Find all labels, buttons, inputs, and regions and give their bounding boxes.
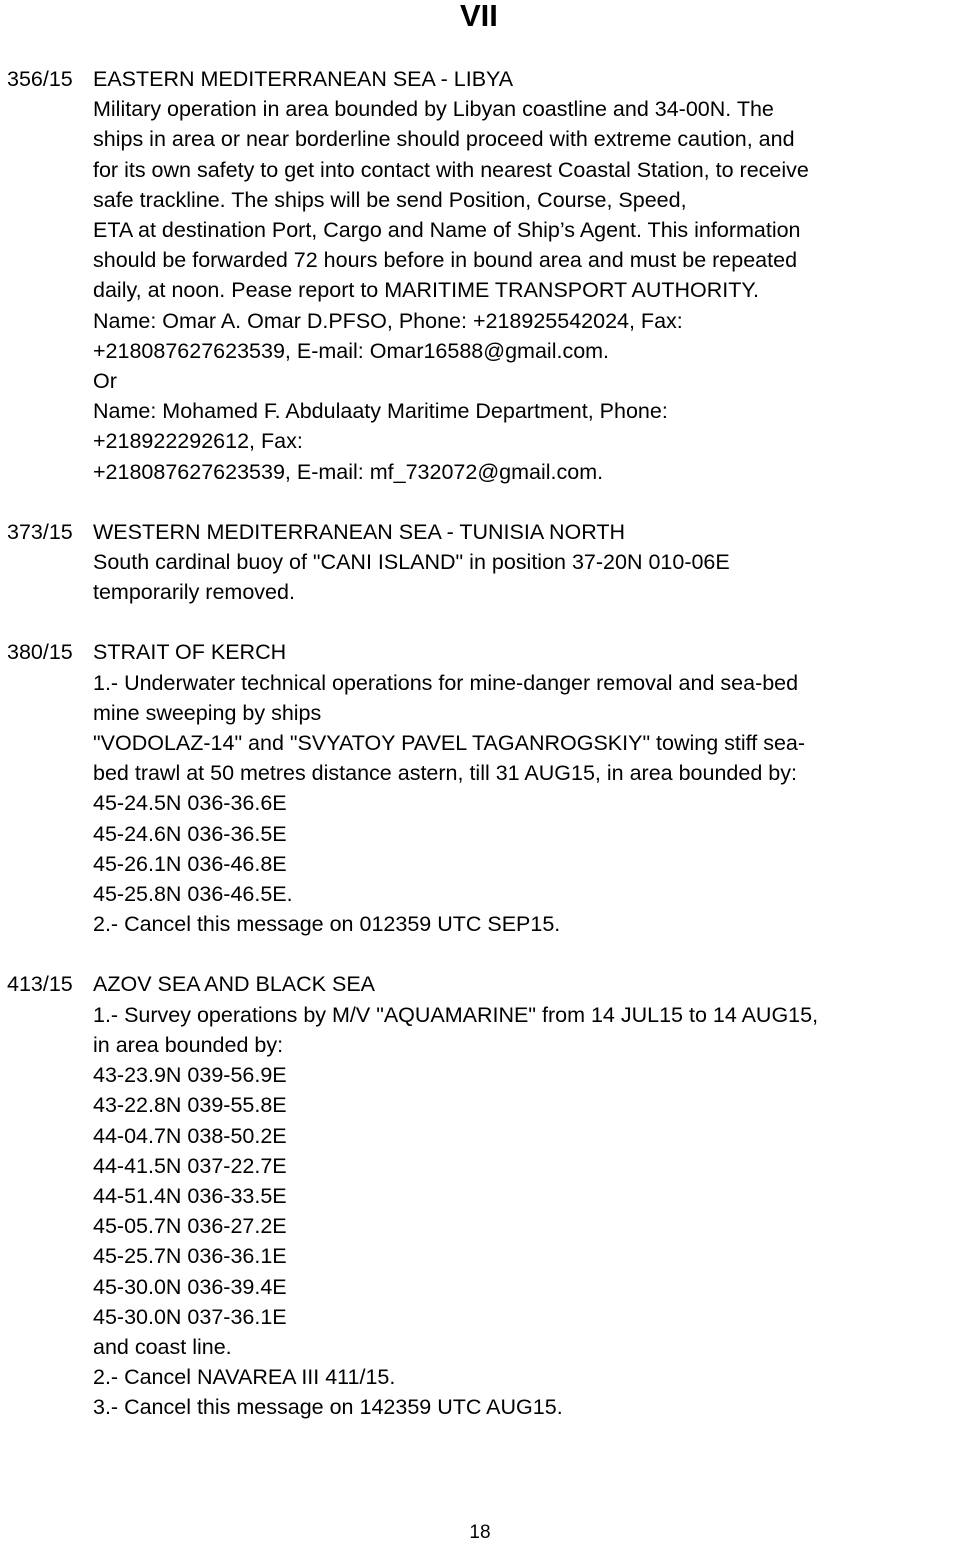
notice-line: 2.- Cancel this message on 012359 UTC SEP15. xyxy=(93,912,561,937)
notice-line: South cardinal buoy of "CANI ISLAND" in position 37-20N 010-06E xyxy=(93,550,730,575)
notice-line: safe trackline. The ships will be send Position, Course, Speed, xyxy=(93,187,687,212)
notice-body xyxy=(93,668,959,940)
notice-header xyxy=(7,637,959,667)
notice-line: ships in area or near borderline should proceed with extreme caution, and xyxy=(93,127,795,152)
notice-line: +218922292612, Fax: xyxy=(93,429,303,454)
notice-title: STRAIT OF KERCH xyxy=(93,640,287,665)
notice-line: Or xyxy=(93,369,117,394)
notice-line: 44-51.4N 036-33.5E xyxy=(93,1183,287,1208)
notice-line: 45-30.0N 037-36.1E xyxy=(93,1304,287,1329)
notice-line: 45-30.0N 036-39.4E xyxy=(93,1274,287,1299)
notice-line: 3.- Cancel this message on 142359 UTC AUG15. xyxy=(93,1395,563,1420)
notice-number: 380/15 xyxy=(7,640,73,665)
notice-body xyxy=(93,94,959,487)
notice-line: in area bounded by: xyxy=(93,1032,284,1057)
notice-line: should be forwarded 72 hours before in bound area and must be repeated xyxy=(93,248,798,273)
notice-number: 413/15 xyxy=(7,972,73,997)
notice-line: 1.- Underwater technical operations for mine-danger removal and sea-bed xyxy=(93,670,799,695)
notice-line: 45-05.7N 036-27.2E xyxy=(93,1214,287,1239)
notice-line: 45-24.5N 036-36.6E xyxy=(93,791,287,816)
notice-title: EASTERN MEDITERRANEAN SEA - LIBYA xyxy=(93,67,514,91)
page-header xyxy=(0,0,960,36)
notice-header xyxy=(7,969,959,999)
notice-line: 43-22.8N 039-55.8E xyxy=(93,1093,287,1118)
notice-356-15 xyxy=(7,64,959,487)
notice-line: 44-04.7N 038-50.2E xyxy=(93,1123,287,1148)
notice-line: 1.- Survey operations by M/V "AQUAMARINE" from 14 JUL15 to 14 AUG15, xyxy=(93,1002,819,1027)
notice-header xyxy=(7,517,959,547)
notice-line: for its own safety to get into contact with nearest Coastal Station, to receive xyxy=(93,157,809,182)
notices-list xyxy=(7,64,959,1453)
notice-line: Name: Omar A. Omar D.PFSO, Phone: +218925542024, Fax: xyxy=(93,308,683,333)
notice-line: 43-23.9N 039-56.9E xyxy=(93,1063,287,1088)
notice-number: 373/15 xyxy=(7,519,73,544)
notice-380-15 xyxy=(7,637,959,939)
notice-line: ETA at destination Port, Cargo and Name of Ship’s Agent. This information xyxy=(93,218,801,243)
notice-line: daily, at noon. Pease report to MARITIME TRANSPORT AUTHORITY. xyxy=(93,278,759,303)
notice-line: and coast line. xyxy=(93,1334,232,1359)
notice-body xyxy=(93,1000,959,1423)
notice-title: WESTERN MEDITERRANEAN SEA - TUNISIA NORTH xyxy=(93,519,625,544)
notice-line: 45-25.8N 036-46.5E. xyxy=(93,882,293,907)
notice-line: 44-41.5N 037-22.7E xyxy=(93,1153,287,1178)
section-heading: VII xyxy=(460,0,498,33)
notice-line: temporarily removed. xyxy=(93,580,295,605)
notice-line: bed trawl at 50 metres distance astern, till 31 AUG15, in area bounded by: xyxy=(93,761,797,786)
notice-line: +218087627623539, E-mail: Omar16588@gmail.com. xyxy=(93,338,610,363)
notice-line: 45-24.6N 036-36.5E xyxy=(93,821,287,846)
notice-413-15 xyxy=(7,969,959,1422)
notice-line: 45-26.1N 036-46.8E xyxy=(93,851,287,876)
notice-title: AZOV SEA AND BLACK SEA xyxy=(93,972,375,997)
notice-line: Name: Mohamed F. Abdulaaty Maritime Department, Phone: xyxy=(93,399,668,424)
notice-body xyxy=(93,547,959,607)
notice-line: 2.- Cancel NAVAREA III 411/15. xyxy=(93,1365,396,1390)
notice-number: 356/15 xyxy=(7,67,73,91)
notice-line: Military operation in area bounded by Libyan coastline and 34-00N. The xyxy=(93,97,774,122)
page-number: 18 xyxy=(469,1522,491,1543)
notice-line: mine sweeping by ships xyxy=(93,700,322,725)
notice-line: "VODOLAZ-14" and "SVYATOY PAVEL TAGANROGSKIY" towing stiff sea- xyxy=(93,731,806,756)
notice-line: +218087627623539, E-mail: mf_732072@gmail.com. xyxy=(93,459,604,484)
notice-header xyxy=(7,64,959,94)
notice-line: 45-25.7N 036-36.1E xyxy=(93,1244,287,1269)
notice-373-15 xyxy=(7,517,959,608)
